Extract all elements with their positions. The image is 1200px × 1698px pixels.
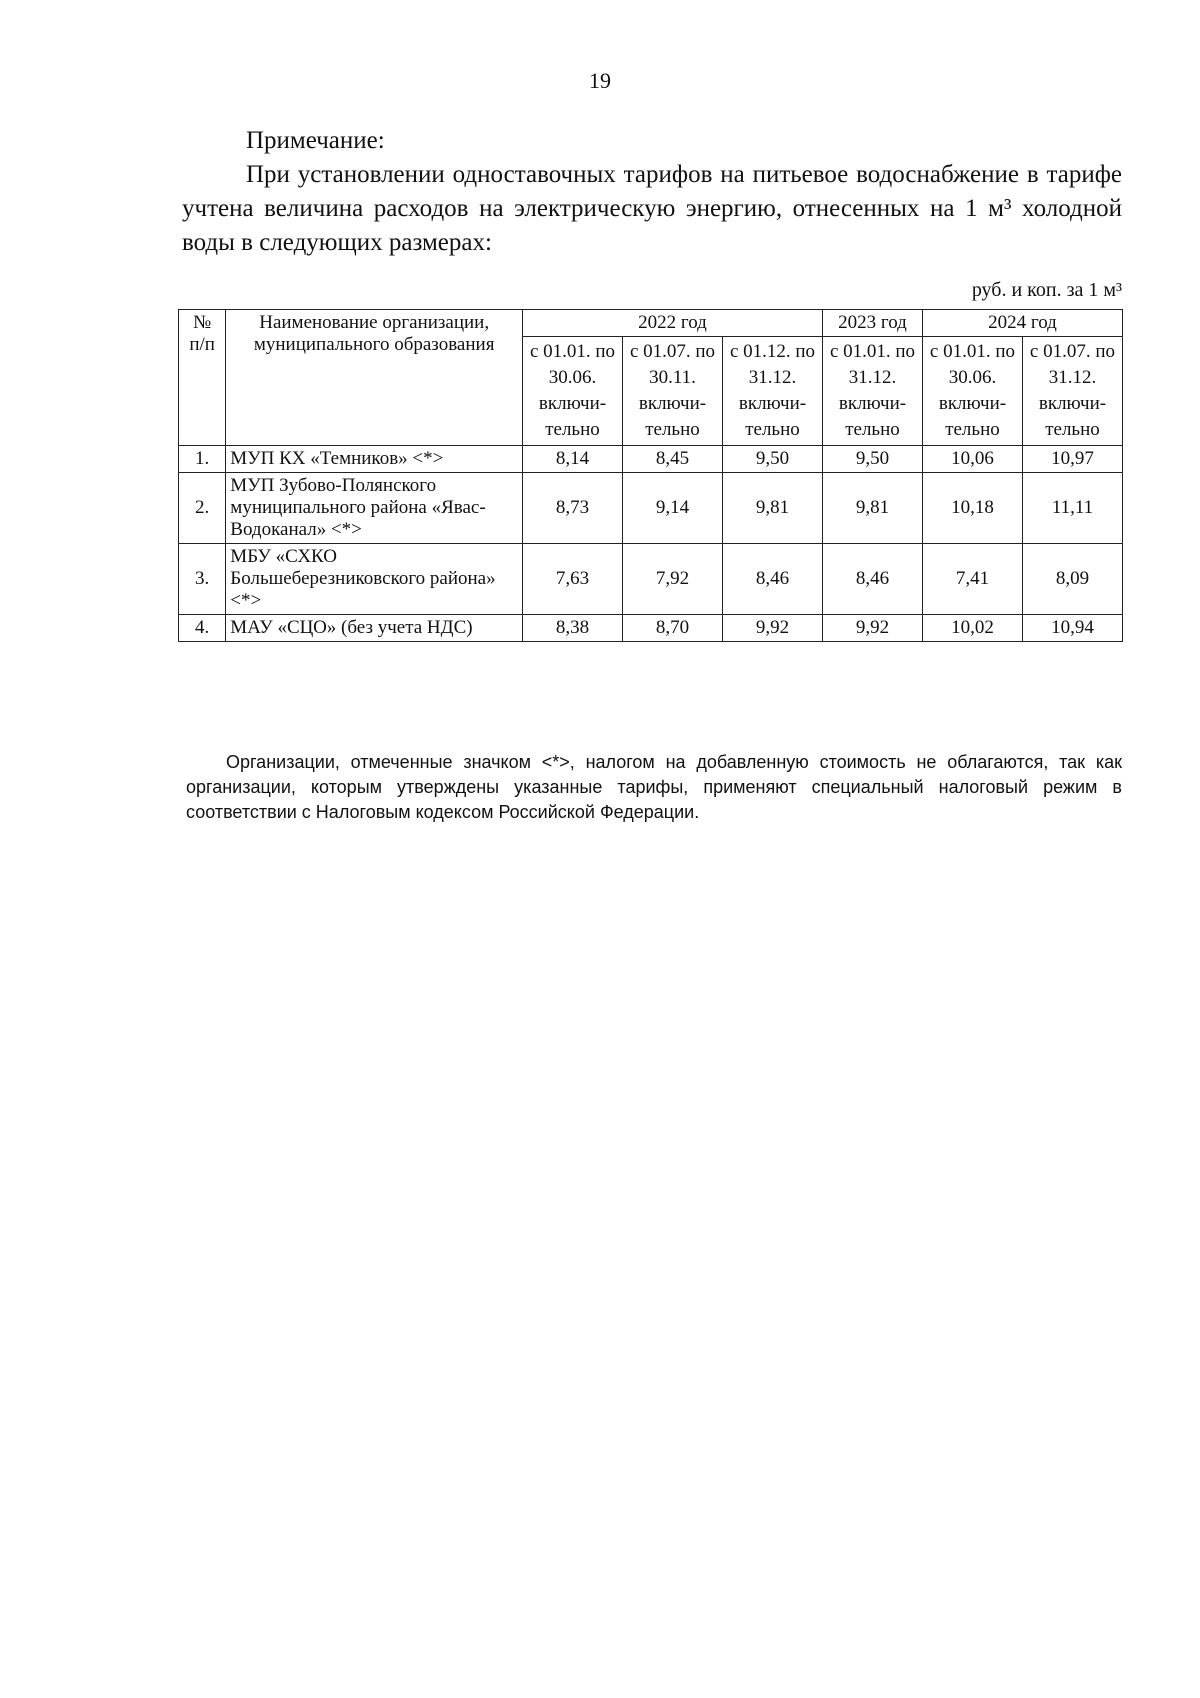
table-row [179, 473, 1123, 544]
row-value: 8,45 [623, 446, 723, 473]
header-period: с 01.12. по 31.12. включи-тельно [722, 337, 822, 446]
header-period: с 01.07. по 30.11. включи-тельно [623, 337, 723, 446]
row-value: 10,94 [1022, 615, 1122, 642]
note-block [182, 124, 1122, 260]
row-value: 8,38 [523, 615, 623, 642]
table-row [179, 615, 1123, 642]
row-value: 8,46 [722, 544, 822, 615]
row-value: 9,92 [823, 615, 923, 642]
header-year-2024: 2024 год [922, 310, 1122, 337]
row-value: 9,81 [722, 473, 822, 544]
row-value: 9,14 [623, 473, 723, 544]
row-value: 9,50 [823, 446, 923, 473]
row-num: 1. [179, 446, 226, 473]
header-num: № п/п [179, 310, 226, 446]
header-period: с 01.01. по 30.06. включи-тельно [523, 337, 623, 446]
row-value: 10,97 [1022, 446, 1122, 473]
page-number: 19 [589, 68, 611, 93]
row-value: 9,81 [823, 473, 923, 544]
footnote: Организации, отмеченные значком <*>, налогом на добавленную стоимость не облагаются, так как организации, которым утверждены указанные тарифы, применяют специальный налоговый режим в соответствии с Налоговым кодексом Российской Федерации. [186, 752, 1122, 822]
row-value: 7,41 [922, 544, 1022, 615]
row-org-name: МУП КХ «Темников» <*> [226, 446, 523, 473]
note-title: Примечание: [246, 127, 385, 154]
header-name: Наименование организации, муниципального образования [226, 310, 523, 446]
row-value: 7,92 [623, 544, 723, 615]
row-value: 9,92 [722, 615, 822, 642]
row-value: 8,73 [523, 473, 623, 544]
table-row [179, 544, 1123, 615]
row-value: 8,14 [523, 446, 623, 473]
row-value: 10,02 [922, 615, 1022, 642]
row-value: 7,63 [523, 544, 623, 615]
row-value: 11,11 [1022, 473, 1122, 544]
header-year-2023: 2023 год [823, 310, 923, 337]
row-value: 10,06 [922, 446, 1022, 473]
header-period: с 01.07. по 31.12. включи-тельно [1022, 337, 1122, 446]
row-value: 8,46 [823, 544, 923, 615]
row-num: 2. [179, 473, 226, 544]
row-org-name: МУП Зубово-Полянского муниципального района «Явас-Водоканал» <*> [226, 473, 523, 544]
header-period: с 01.01. по 31.12. включи-тельно [823, 337, 923, 446]
note-text: При установлении одноставочных тарифов на питьевое водоснабжение в тарифе учтена величина расходов на электрическую энергию, отнесенных на 1 м³ холодной воды в следующих размерах: [182, 161, 1122, 256]
row-value: 8,70 [623, 615, 723, 642]
header-row-years [179, 310, 1123, 337]
row-value: 9,50 [722, 446, 822, 473]
header-year-2022: 2022 год [523, 310, 823, 337]
row-org-name: МАУ «СЦО» (без учета НДС) [226, 615, 523, 642]
table-row [179, 446, 1123, 473]
row-num: 4. [179, 615, 226, 642]
row-org-name: МБУ «СХКО Большеберезниковского района» <*> [226, 544, 523, 615]
row-value: 10,18 [922, 473, 1022, 544]
row-num: 3. [179, 544, 226, 615]
header-period: с 01.01. по 30.06. включи-тельно [922, 337, 1022, 446]
unit-label: руб. и коп. за 1 м³ [971, 279, 1122, 301]
tariff-table [178, 309, 1123, 642]
row-value: 8,09 [1022, 544, 1122, 615]
